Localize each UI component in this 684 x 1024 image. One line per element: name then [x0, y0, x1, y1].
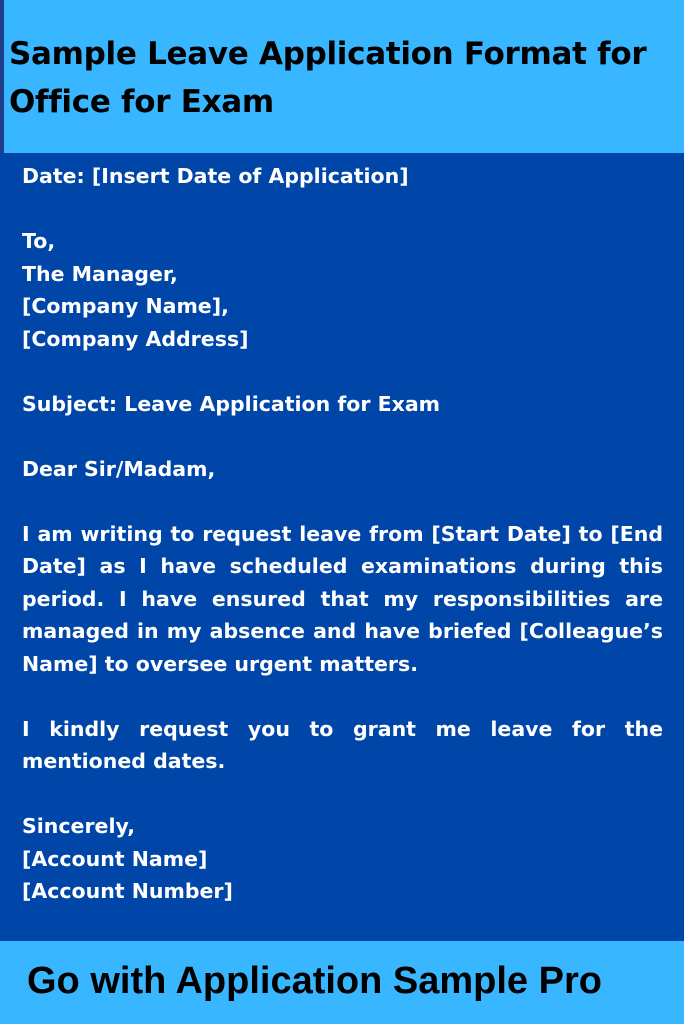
page-title-line-2: Office for Exam: [9, 84, 274, 120]
page-title: [9, 30, 669, 126]
blank-line: [22, 778, 663, 811]
blank-line: [22, 193, 663, 226]
letter-panel: [0, 153, 684, 941]
letter-account-number: [Account Number]: [22, 879, 233, 903]
blank-line: [22, 355, 663, 388]
letter-to: To,: [22, 229, 56, 253]
letter-company-name: [Company Name],: [22, 294, 229, 318]
page-title-line-1: Sample Leave Application Format for: [9, 36, 647, 72]
footer-banner: [0, 941, 684, 1024]
title-banner: [0, 0, 684, 153]
letter-paragraph-request: I am writing to request leave from [Start Date] to [End Date] as I have scheduled examinations during this period. I have ensured that my responsibilities are managed in my absence and have briefed [Colleague’s Name] to oversee urgent matters.: [22, 521, 663, 676]
footer-tagline: Go with Application Sample Pro: [27, 960, 602, 1002]
letter-body: [22, 160, 663, 908]
blank-line: [22, 420, 663, 453]
letter-recipient: The Manager,: [22, 261, 178, 286]
blank-line: [22, 485, 663, 518]
letter-date: Date: [Insert Date of Application]: [22, 164, 409, 188]
letter-closing: Sincerely,: [22, 814, 136, 838]
blank-line: [22, 680, 663, 713]
letter-paragraph-grant: I kindly request you to grant me leave for the mentioned dates.: [22, 716, 663, 773]
letter-subject: Subject: Leave Application for Exam: [22, 391, 441, 416]
letter-account-name: [Account Name]: [22, 846, 208, 871]
letter-salutation: Dear Sir/Madam,: [22, 456, 216, 481]
letter-company-address: [Company Address]: [22, 326, 249, 351]
